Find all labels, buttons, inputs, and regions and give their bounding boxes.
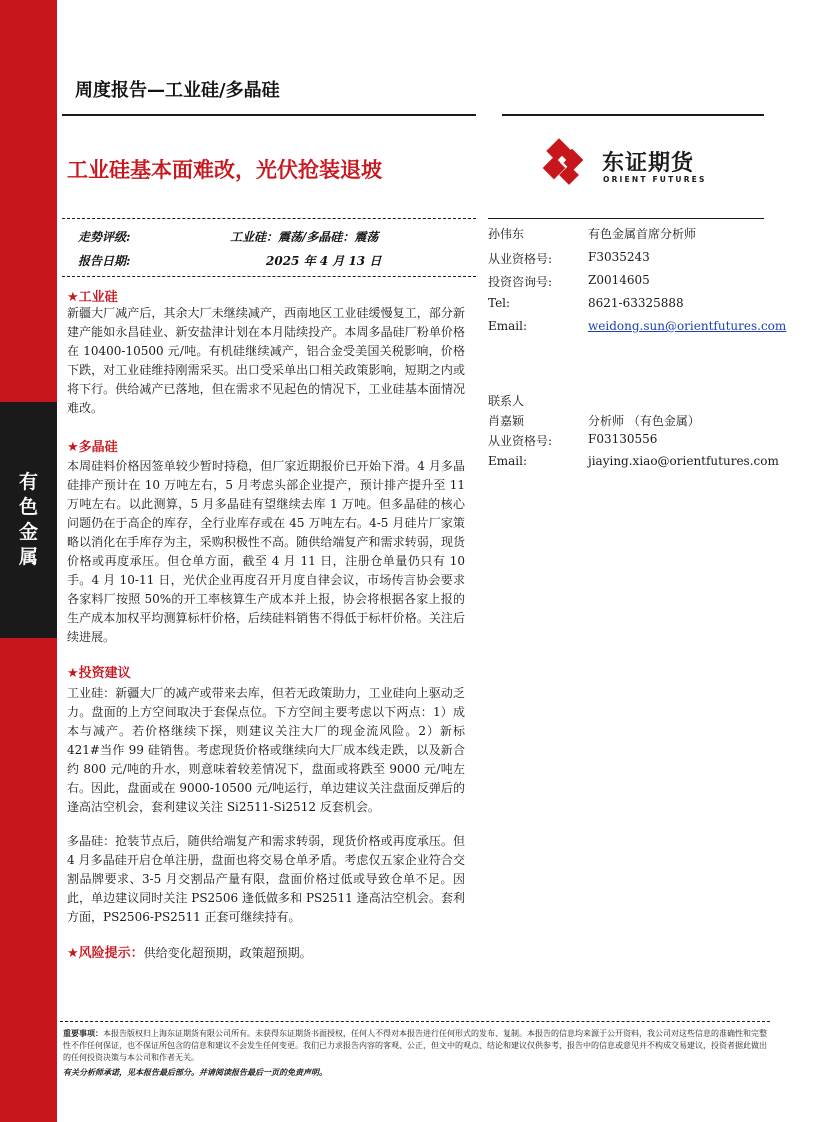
- analyst-row-label: Tel:: [488, 296, 511, 310]
- trend-label: 走势评级:: [78, 230, 131, 244]
- contact-row-value: F03130556: [588, 432, 658, 446]
- report-date: 2025 年 4 月 13 日: [266, 254, 382, 268]
- category-char: 色: [18, 496, 38, 518]
- contact-row-label: Email:: [488, 454, 528, 468]
- analyst-row-value: Z0014605: [588, 273, 650, 287]
- meta-rule: [62, 218, 476, 219]
- section-heading-industrial-silicon: ★工业硅: [67, 290, 118, 305]
- category-label: [0, 470, 57, 570]
- logo-name: 东证期货: [602, 151, 695, 176]
- section-paragraph: 多晶硅：抢装节点后，随供给端复产和需求转弱，现货价格或再度承压。但 4 月多晶硅开启仓单注册，盘面也将交易仓单矛盾。考虑仅五家企业符合交割品牌要求、3-5 月交割品产量有限，盘面价格过低或导致仓单不足。因此，单边建议同时关注 PS2506 逢低做多和 PS2511 逢高沽空机会。套利方面，PS2506-PS2511 正套可继续持有。: [67, 834, 465, 924]
- meta-rule-bottom: [62, 276, 476, 277]
- header-rule-right: [502, 114, 764, 116]
- analyst-title: 有色金属首席分析师: [588, 227, 697, 241]
- date-label: 报告日期:: [78, 254, 131, 268]
- category-char: 有: [18, 471, 38, 493]
- risk-text: 供给变化超预期，政策超预期。: [143, 946, 312, 960]
- category-char: 属: [18, 546, 38, 568]
- logo-subtitle: ORIENT FUTURES: [603, 175, 707, 184]
- section-paragraph: 新疆大厂减产后，其余大厂未继续减产，西南地区工业硅缓慢复工，部分新建产能如永昌硅业、新安盐津计划在本月陆续投产。本周多晶硅厂粉单价格在 10400-10500 元/吨。有机硅继续减产，铝合金受美国关税影响，价格下跌，对工业硅维持刚需采买。出口受采单出口相关政策影响，短期之内或将下行。供给减产已落地，但在需求不见起色的情况下，工业硅基本面情况难改。: [67, 306, 465, 415]
- analyst-email-link[interactable]: weidong.sun@orientfutures.com: [588, 319, 787, 333]
- footer-rule: [60, 1021, 770, 1022]
- section-heading-polysilicon: ★多晶硅: [67, 440, 118, 455]
- section-heading-investment-advice: ★投资建议: [67, 666, 131, 681]
- contact-email[interactable]: jiaying.xiao@orientfutures.com: [588, 454, 779, 468]
- risk-note: [67, 944, 465, 963]
- page-title: 工业硅基本面难改，光伏抢装退坡: [67, 158, 382, 182]
- disclaimer: [63, 1027, 773, 1064]
- category-char: 金: [18, 521, 38, 543]
- disclaimer-label: 重要事项：: [63, 1028, 103, 1038]
- contact-label: 联系人: [488, 394, 525, 408]
- risk-label: ★风险提示：: [67, 946, 144, 961]
- contact-name: 肖嘉颖: [488, 414, 525, 428]
- section-paragraph: 工业硅：新疆大厂的减产或带来去库，但若无政策助力，工业硅向上驱动乏力。盘面的上方空间取决于套保点位。下方空间主要考虑以下两点：1）成本与减产。若价格继续下探，则建议关注大厂的现金流风险。2）新标 421#当作 99 硅销售。考虑现货价格或继续向大厂成本线走跌，以及新合约 800 元/吨的升水，则意味着较差情况下，盘面或将跌至 9000 元/吨左右。因此，盘面或在 9000-10500 元/吨运行，单边建议关注盘面反弹后的逢高沽空机会，套利建议关注 Si2511-Si2512 反套机会。: [67, 686, 465, 814]
- trend-value: 工业硅：震荡/多晶硅：震荡: [230, 230, 379, 244]
- disclaimer-text: 本报告版权归上海东证期货有限公司所有。未获得东证期货书面授权，任何人不得对本报告进行任何形式的发布、复制。本报告的信息均来源于公开资料，我公司对这些信息的准确性和完整性不作任何保证，也不保证所包含的信息和建议不会发生任何变更。我们已力求报告内容的客观、公正，但文中的观点、结论和建议仅供参考，报告中的信息或意见并不构成交易建议，投资者据此做出的任何投资决策与本公司和作者无关。: [63, 1029, 767, 1062]
- analyst-row-label: 投资咨询号:: [488, 275, 553, 289]
- analyst-name: 孙伟东: [488, 227, 525, 241]
- section-paragraph: 本周硅料价格因签单较少暂时持稳，但厂家近期报价已开始下滑。4 月多晶硅排产预计在 10 万吨左右，5 月考虑头部企业提产，预计排产提升至 11 万吨左右。以此测算，5 月多晶硅有望继续去库 1 万吨。但多晶硅的核心问题仍在于高企的库存，全行业库存或在 45 万吨左右。4-5 月硅片厂家策略以消化在手库存为主，采购积极性不高。随供给端复产和需求转弱，现货价格或再度承压。但仓单方面，截至 4 月 11 日，注册仓单量仍只有 10 手。4 月 10-11 日，光伏企业再度召开月度自律会议，市场传言协会要求各家料厂按照 50%的开工率核算生产成本并上报，协会将根据各家上报的生产成本加权平均测算标杆价格，后续硅料销售不得低于标杆价格。关注后续进展。: [67, 459, 465, 644]
- analyst-rule: [488, 218, 764, 219]
- report-type: 周度报告—工业硅/多晶硅: [75, 80, 280, 101]
- analyst-row-value: F3035243: [588, 250, 650, 264]
- analyst-commitment-note: 有关分析师承诺，见本报告最后部分。并请阅读报告最后一页的免责声明。: [63, 1067, 327, 1077]
- analyst-row-label: Email:: [488, 319, 528, 333]
- analyst-row-label: 从业资格号:: [488, 252, 553, 266]
- analyst-row-value: 8621-63325888: [588, 296, 684, 310]
- logo-mark-icon: [538, 138, 598, 190]
- contact-row-label: 从业资格号:: [488, 434, 553, 448]
- contact-title: 分析师 （有色金属）: [588, 414, 700, 428]
- header-rule-left: [62, 114, 476, 116]
